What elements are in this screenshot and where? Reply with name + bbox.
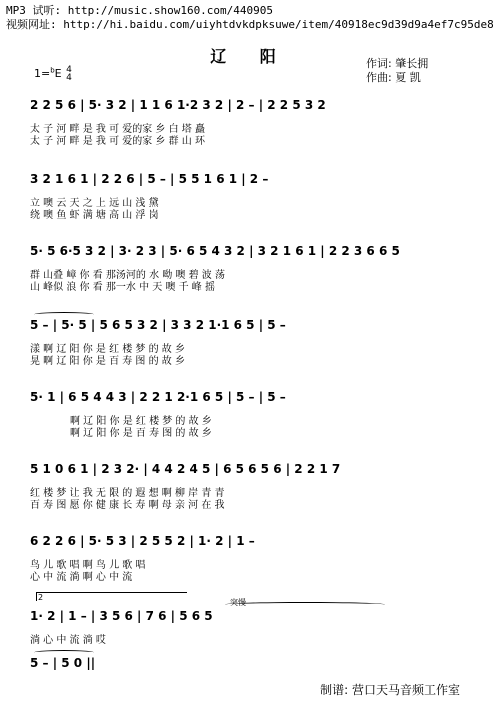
tie-mark	[34, 312, 94, 317]
lyrics-verse-2: 太 子 河 畔 是 我 可 爱的家 乡 群 山 环	[30, 136, 205, 147]
lyrics-verse-2: 山 峰似 浪 你 看 那一水 中 天 噢 千 峰 摇	[30, 282, 215, 293]
tempo-marking: 突慢	[230, 598, 246, 607]
transcriber-credit: 制谱: 营口天马音频工作室	[320, 683, 460, 697]
notation-line: 5 – | 5 0 ||	[30, 656, 96, 670]
score-row-5	[30, 390, 480, 446]
lyrics-verse-1: 群 山叠 嶂 你 看 那汤河的 水 呦 噢 碧 波 荡	[30, 270, 225, 281]
flat-sign: b	[50, 66, 55, 75]
lyrics-verse-1: 啊 辽 阳 你 是 红 楼 梦 的 故 乡	[70, 416, 212, 427]
volta-bracket	[36, 592, 187, 601]
score-row-7	[30, 534, 480, 590]
key-signature	[34, 66, 72, 82]
lyrics-verse-2: 百 寿 图 愿 你 健 康 长 寿 啊 母 亲 河 在 我	[30, 500, 225, 511]
notation-line: 2 2 5 6 | 5· 3 2 | 1 1 6 1·2 3 2 | 2 – | 2 2 5 3 2	[30, 98, 326, 112]
notation-line: 6 2 2 6 | 5· 5 3 | 2 5 5 2 | 1· 2 | 1 –	[30, 534, 255, 548]
notation-line: 1· 2 | 1 – | 3 5 6 | 7 6 | 5 6 5	[30, 609, 213, 623]
lyrics-verse-1: 漾 啊 辽 阳 你 是 红 楼 梦 的 故 乡	[30, 344, 185, 355]
lyrics-verse-1: 太 子 河 畔 是 我 可 爱的家 乡 白 塔 矗	[30, 124, 205, 135]
mp3-url-line: MP3 试听: http://music.show160.com/440905	[6, 4, 274, 17]
score-row-1	[30, 98, 480, 154]
key-note: E	[54, 67, 62, 80]
lyrics-verse-1: 鸟 儿 歌 唱 啊 鸟 儿 歌 唱	[30, 560, 146, 571]
composer-credit: 作曲: 夏 凯	[366, 71, 421, 84]
volta-number: 2	[38, 593, 44, 602]
lyrics-verse-2: 心 中 流 淌 啊 心 中 流	[30, 572, 133, 583]
key-prefix: 1=	[34, 67, 51, 80]
tie-mark	[34, 650, 94, 655]
lyrics-line: 淌 心 中 流 淌 哎	[30, 635, 106, 646]
lyrics-verse-1: 立 噢 云 天 之 上 远 山 浅 黛	[30, 198, 159, 209]
time-signature	[66, 66, 72, 82]
score-row-8	[30, 609, 480, 649]
lyricist-credit: 作词: 肇长拥	[366, 57, 429, 70]
notation-line: 5 – | 5· 5 | 5 6 5 3 2 | 3 3 2 1·1 6 5 | 5 –	[30, 318, 286, 332]
video-url-line: 视频网址: http://hi.baidu.com/uiyhtdvkdpksuwe/item/40918ec9d39d9a4ef7c95de8	[6, 18, 494, 31]
lyrics-verse-2: 啊 辽 阳 你 是 百 寿 图 的 故 乡	[70, 428, 212, 439]
tie-mark	[225, 602, 385, 607]
score-row-3	[30, 244, 480, 300]
time-top: 4	[66, 65, 72, 75]
score-row-2	[30, 172, 480, 228]
score-row-9	[30, 656, 480, 678]
lyrics-verse-1: 红 楼 梦 让 我 无 限 的 遐 想 啊 柳 岸 青 青	[30, 488, 225, 499]
notation-line: 5· 1 | 6 5 4 4 3 | 2 2 1 2·1 6 5 | 5 – | 5 –	[30, 390, 286, 404]
time-bottom: 4	[66, 73, 72, 83]
notation-line: 5· 5 6·5 3 2 | 3· 2 3 | 5· 6 5 4 3 2 | 3 2 1 6 1 | 2 2 3 6 6 5	[30, 244, 400, 258]
score-row-4	[30, 318, 480, 374]
notation-line: 5 1 0 6 1 | 2 3 2· | 4 4 2 4 5 | 6 5 6 5 6 | 2 2 1 7	[30, 462, 341, 476]
lyrics-verse-2: 绕 噢 鱼 虾 满 塘 高 山 浮 岗	[30, 210, 159, 221]
lyrics-verse-2: 晃 啊 辽 阳 你 是 百 寿 图 的 故 乡	[30, 356, 185, 367]
notation-line: 3 2 1 6 1 | 2 2 6 | 5 – | 5 5 1 6 1 | 2 –	[30, 172, 269, 186]
score-row-6	[30, 462, 480, 518]
song-title: 辽 阳	[210, 47, 290, 66]
